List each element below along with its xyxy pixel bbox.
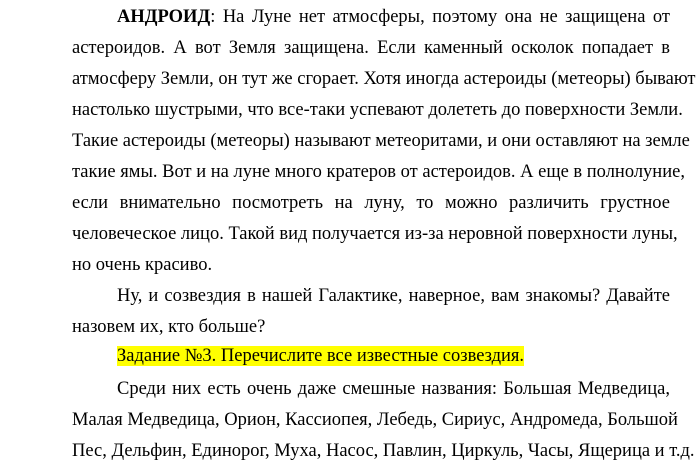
paragraph-1-line-1 [117, 6, 670, 28]
paragraph-2-line-2: назовем их, кто больше? [72, 317, 266, 337]
paragraph-1-line-8: человеческое лицо. Такой вид получается из-за неровной поверхности луны, [72, 224, 678, 244]
paragraph-3-line-3: Пес, Дельфин, Единорог, Муха, Насос, Павлин, Циркуль, Часы, Ящерица и т.д. [72, 441, 695, 461]
paragraph-3-line-1: Среди них есть очень даже смешные названия: Большая Медведица, [117, 379, 670, 399]
task-line [117, 345, 524, 367]
speaker-name: АНДРОИД [117, 7, 211, 27]
paragraph-1-line-7: если внимательно посмотреть на луну, то можно различить грустное [72, 193, 670, 213]
paragraph-1-line-9: но очень красиво. [72, 255, 213, 275]
paragraph-1-line-1-text: : На Луне нет атмосферы, поэтому она не защищена от [210, 7, 670, 27]
paragraph-1-line-4: настолько шустрыми, что все-таки успевают долететь до поверхности Земли. [72, 100, 683, 120]
paragraph-1-line-5: Такие астероиды (метеоры) называют метеоритами, и они оставляют на земле [72, 131, 690, 151]
task-highlight: Задание №3. Перечислите все известные созвездия. [117, 346, 525, 366]
paragraph-2-line-1: Ну, и созвездия в нашей Галактике, наверное, вам знакомы? Давайте [117, 286, 670, 306]
paragraph-1-line-3: атмосферу Земли, он тут же сгорает. Хотя иногда астероиды (метеоры) бывают [72, 69, 696, 89]
paragraph-1-line-2: астероидов. А вот Земля защищена. Если каменный осколок попадает в [72, 38, 670, 58]
paragraph-1-line-6: такие ямы. Вот и на луне много кратеров от астероидов. А еще в полнолуние, [72, 162, 685, 182]
paragraph-3-line-2: Малая Медведица, Орион, Кассиопея, Лебедь, Сириус, Андромеда, Большой [72, 410, 678, 430]
